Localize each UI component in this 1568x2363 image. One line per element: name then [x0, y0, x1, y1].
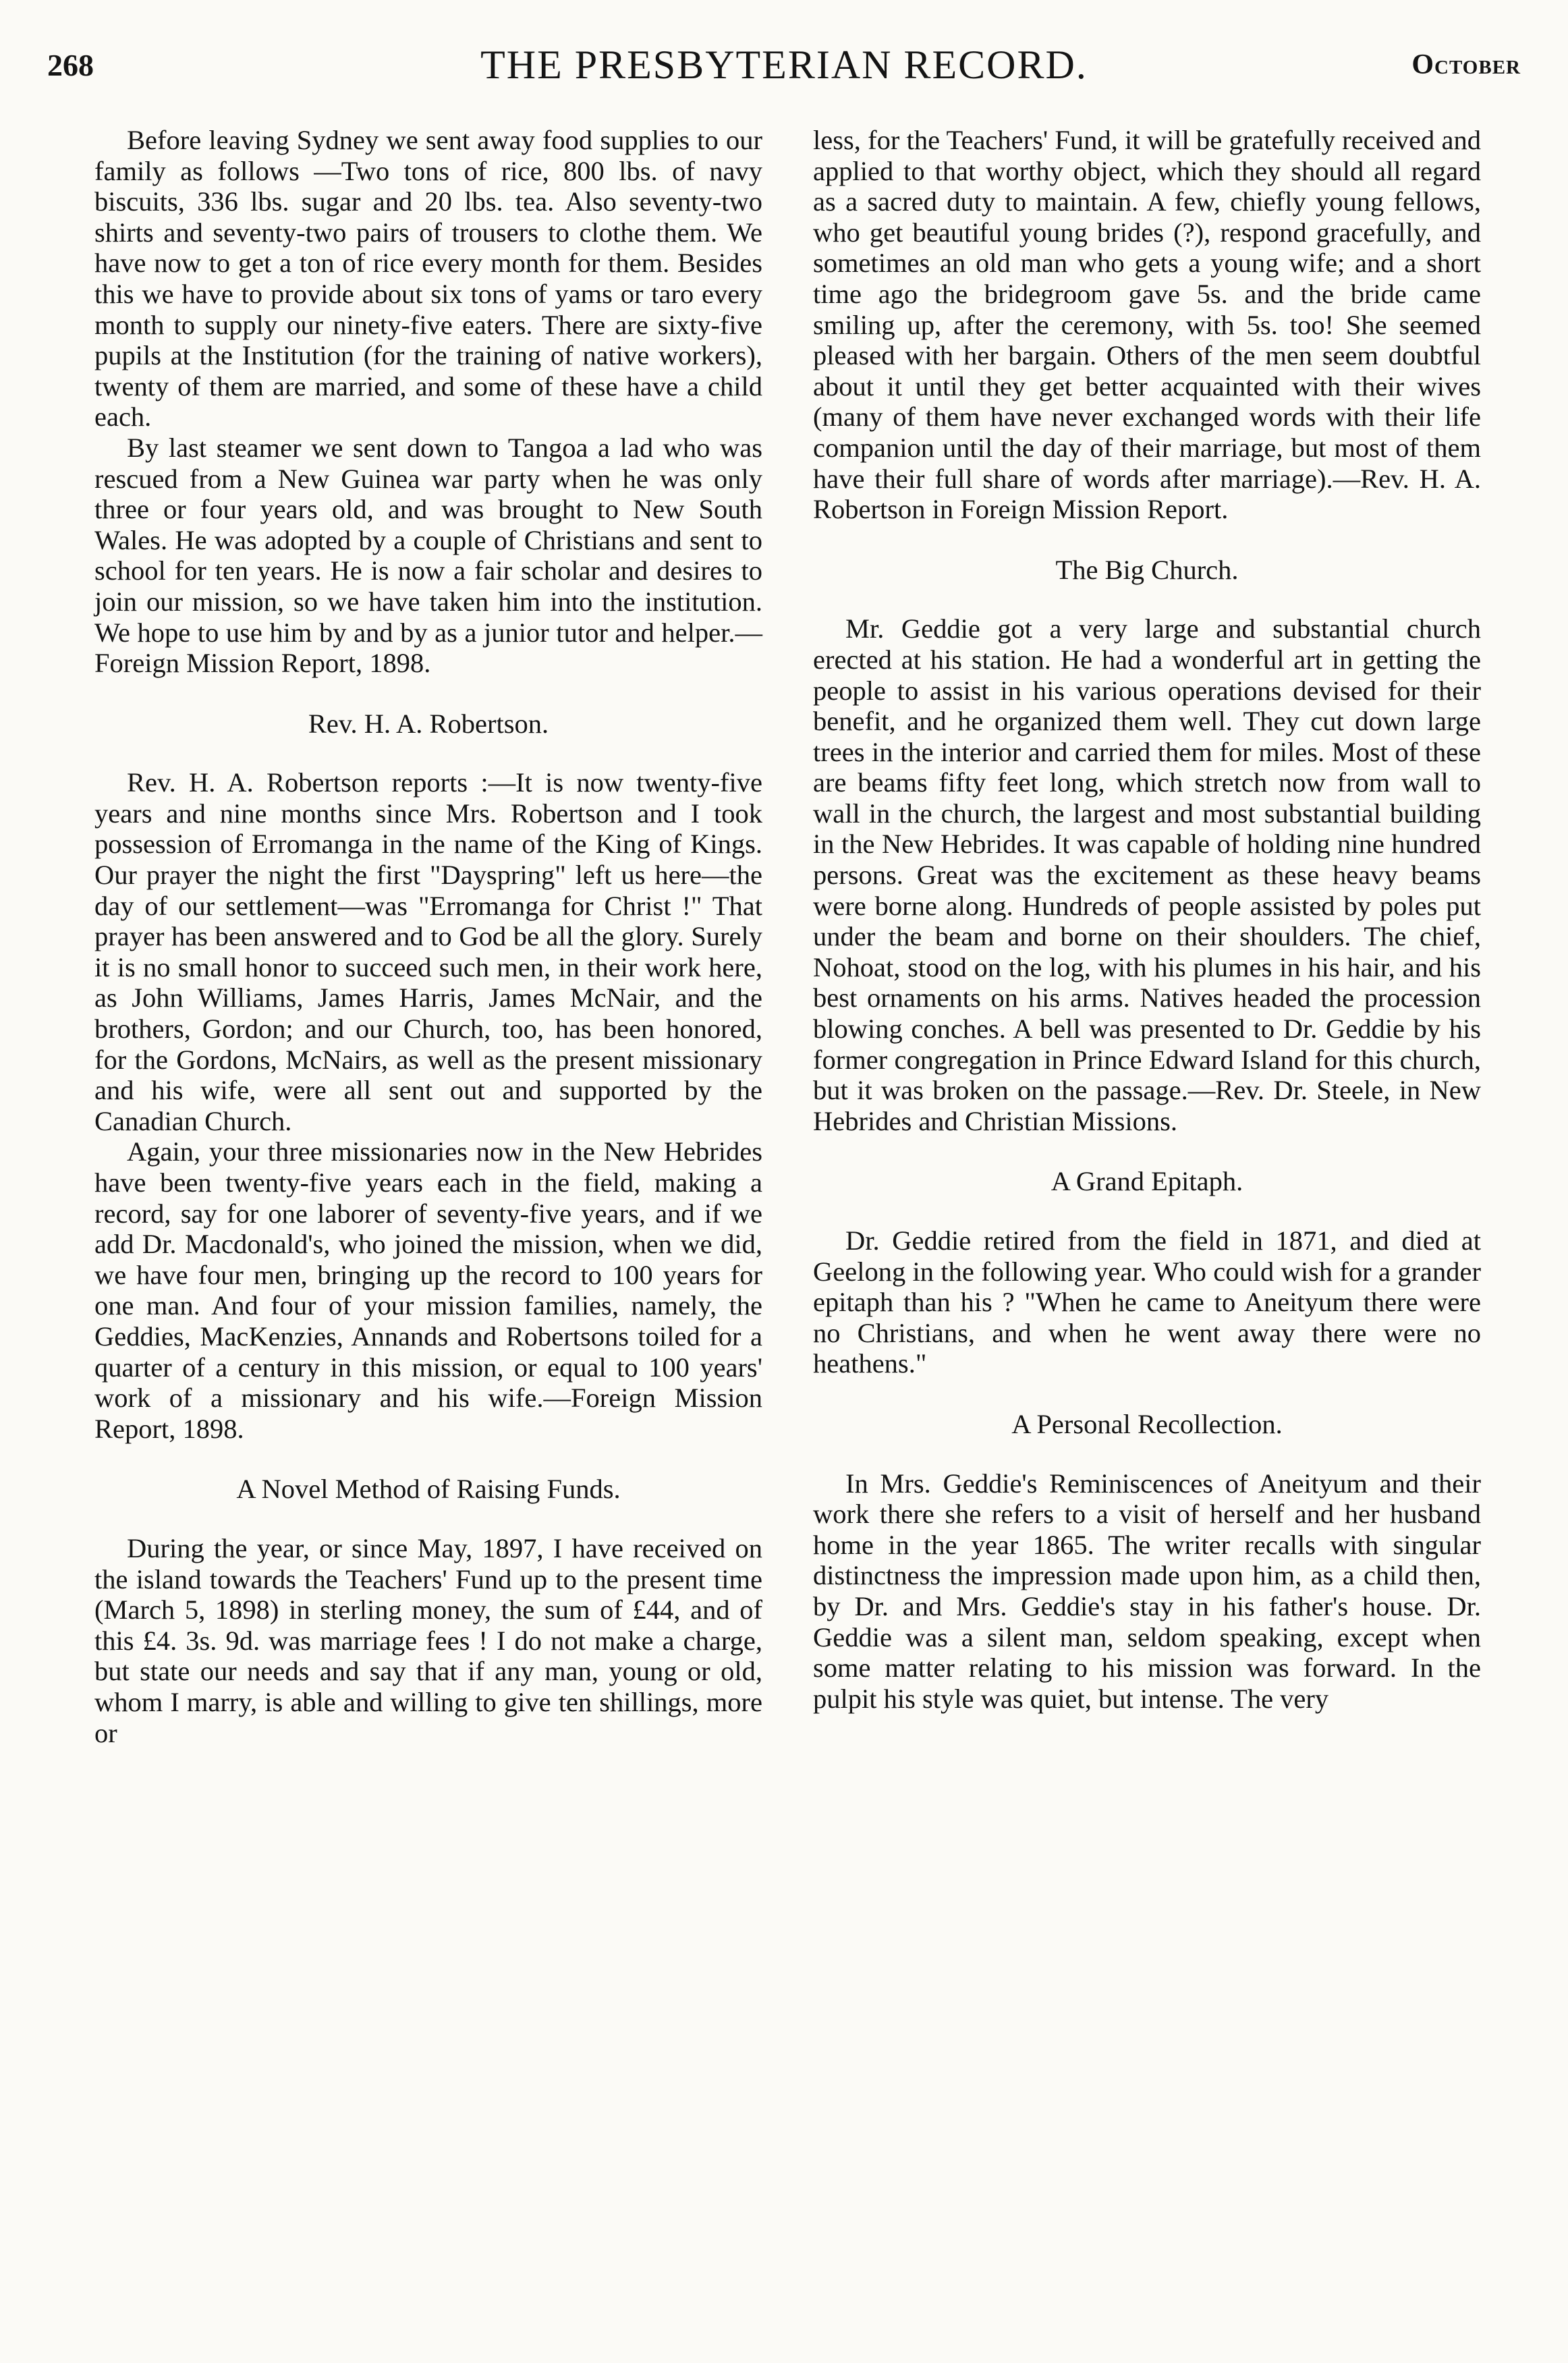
paragraph: Again, your three missionaries now in the New Hebrides have been twenty-five years each in the field, making a record, say for one laborer of seventy-five years, and if we add Dr. Macdonald's, who joined the mission, when we did, we have four men, bringing up the record to 100 years for one man. And four of your mission families, namely, the Geddies, MacKenzies, Annands and Robertsons toiled for a quarter of a century in this mission, or equal to 100 years' work of a missionary and his wife.—Foreign Mission Report, 1898. [94, 1136, 762, 1444]
section-heading: A Novel Method of Raising Funds. [236, 1474, 621, 1505]
paragraph: Rev. H. A. Robertson reports :—It is now twenty-five years and nine months since Mrs. Robertson and I took possession of Erromanga in the name of the King of Kings. Our prayer the night the first "Dayspring" left us here—the day of our settlement—was "Erromanga for Christ !" That prayer has been answered and to God be all the glory. Surely it is no small honor to succeed such men, in their work here, as John Williams, James Harris, James McNair, and the brothers, Gordon; and our Church, too, has been honored, for the Gordons, McNairs, as well as the present missionary and his wife, were all sent out and supported by the Canadian Church. [94, 767, 762, 1136]
paragraph: Mr. Geddie got a very large and substantial church erected at his station. He had a wonderful art in getting the people to assist in his various operations devised for their benefit, and he organized them well. They cut down large trees in the interior and carried them for miles. Most of these are beams fifty feet long, which stretch now from wall to wall in the church, the largest and most substantial building in the New Hebrides. It was capable of holding nine hundred persons. Great was the excitement as these heavy beams were borne along. Hundreds of people assisted by poles put under the beam and borne on their shoulders. The chief, Nohoat, stood on the log, with his plumes in his hair, and his best ornaments on his arms. Natives headed the procession blowing conches. A bell was presented to Dr. Geddie by his former congregation in Prince Edward Island for this church, but it was broken on the passage.—Rev. Dr. Steele, in New Hebrides and Christian Missions. [813, 613, 1481, 1136]
page-number: 268 [47, 48, 94, 82]
section-heading: Rev. H. A. Robertson. [308, 708, 549, 739]
issue-month: October [1411, 49, 1521, 80]
paragraph: During the year, or since May, 1897, I have received on the island towards the Teachers' Fund up to the present time (March 5, 1898) in sterling money, the sum of £44, and of this £4. 3s. 9d. was marriage fees ! I do not make a charge, but state our needs and say that if any man, young or old, whom I marry, is able and willing to give ten shillings, more or [94, 1532, 762, 1748]
paragraph: Before leaving Sydney we sent away food supplies to our family as follows —Two tons of rice, 800 lbs. of navy biscuits, 336 lbs. sugar and 20 lbs. tea. Also seventy-two shirts and seventy-two pairs of trousers to clothe them. We have now to get a ton of rice every month for them. Besides this we have to provide about six tons of yams or taro every month to supply our ninety-five eaters. There are sixty-five pupils at the Institution (for the training of native workers), twenty of them are married, and some of these have a child each. [94, 125, 762, 433]
journal-title: THE PRESBYTERIAN RECORD. [480, 43, 1088, 87]
paragraph: By last steamer we sent down to Tangoa a lad who was rescued from a New Guinea war party when he was only three or four years old, and was brought to New South Wales. He was adopted by a couple of Christians and sent to school for ten years. He is now a fair scholar and desires to join our mission, so we have taken him into the institution. We hope to use him by and by as a junior tutor and helper.—Foreign Mission Report, 1898. [94, 432, 762, 679]
left-column [94, 125, 762, 1748]
section-heading: A Grand Epitaph. [1051, 1166, 1243, 1197]
paragraph: less, for the Teachers' Fund, it will be gratefully received and applied to that worthy object, which they should all regard as a sacred duty to maintain. A few, chiefly young fellows, who get beautiful young brides (?), respond gracefully, and sometimes an old man who gets a young wife; and a short time ago the bridegroom gave 5s. and the bride came smiling up, after the ceremony, with 5s. too! She seemed pleased with her bargain. Others of the men seem doubtful about it until they get better acquainted with their wives (many of them have never exchanged words with their life companion until the day of their marriage, but most of them have their full share of words after marriage).—Rev. H. A. Robertson in Foreign Mission Report. [813, 125, 1481, 525]
paragraph: In Mrs. Geddie's Reminiscences of Aneityum and their work there she refers to a visit of herself and her husband home in the year 1865. The writer recalls with singular distinctness the impression made upon him, as a child then, by Dr. and Mrs. Geddie's stay in his father's house. Dr. Geddie was a silent man, seldom speaking, except when some matter relating to his mission was forward. In the pulpit his style was quiet, but intense. The very [813, 1468, 1481, 1714]
right-column [813, 125, 1481, 1714]
paragraph: Dr. Geddie retired from the field in 1871, and died at Geelong in the following year. Who could wish for a grander epitaph than his ? "When he came to Aneityum there were no Christians, and when he went away there were no heathens." [813, 1225, 1481, 1379]
section-heading: A Personal Recollection. [1011, 1408, 1283, 1439]
section-heading: The Big Church. [1055, 554, 1239, 585]
page-header [47, 42, 1521, 96]
